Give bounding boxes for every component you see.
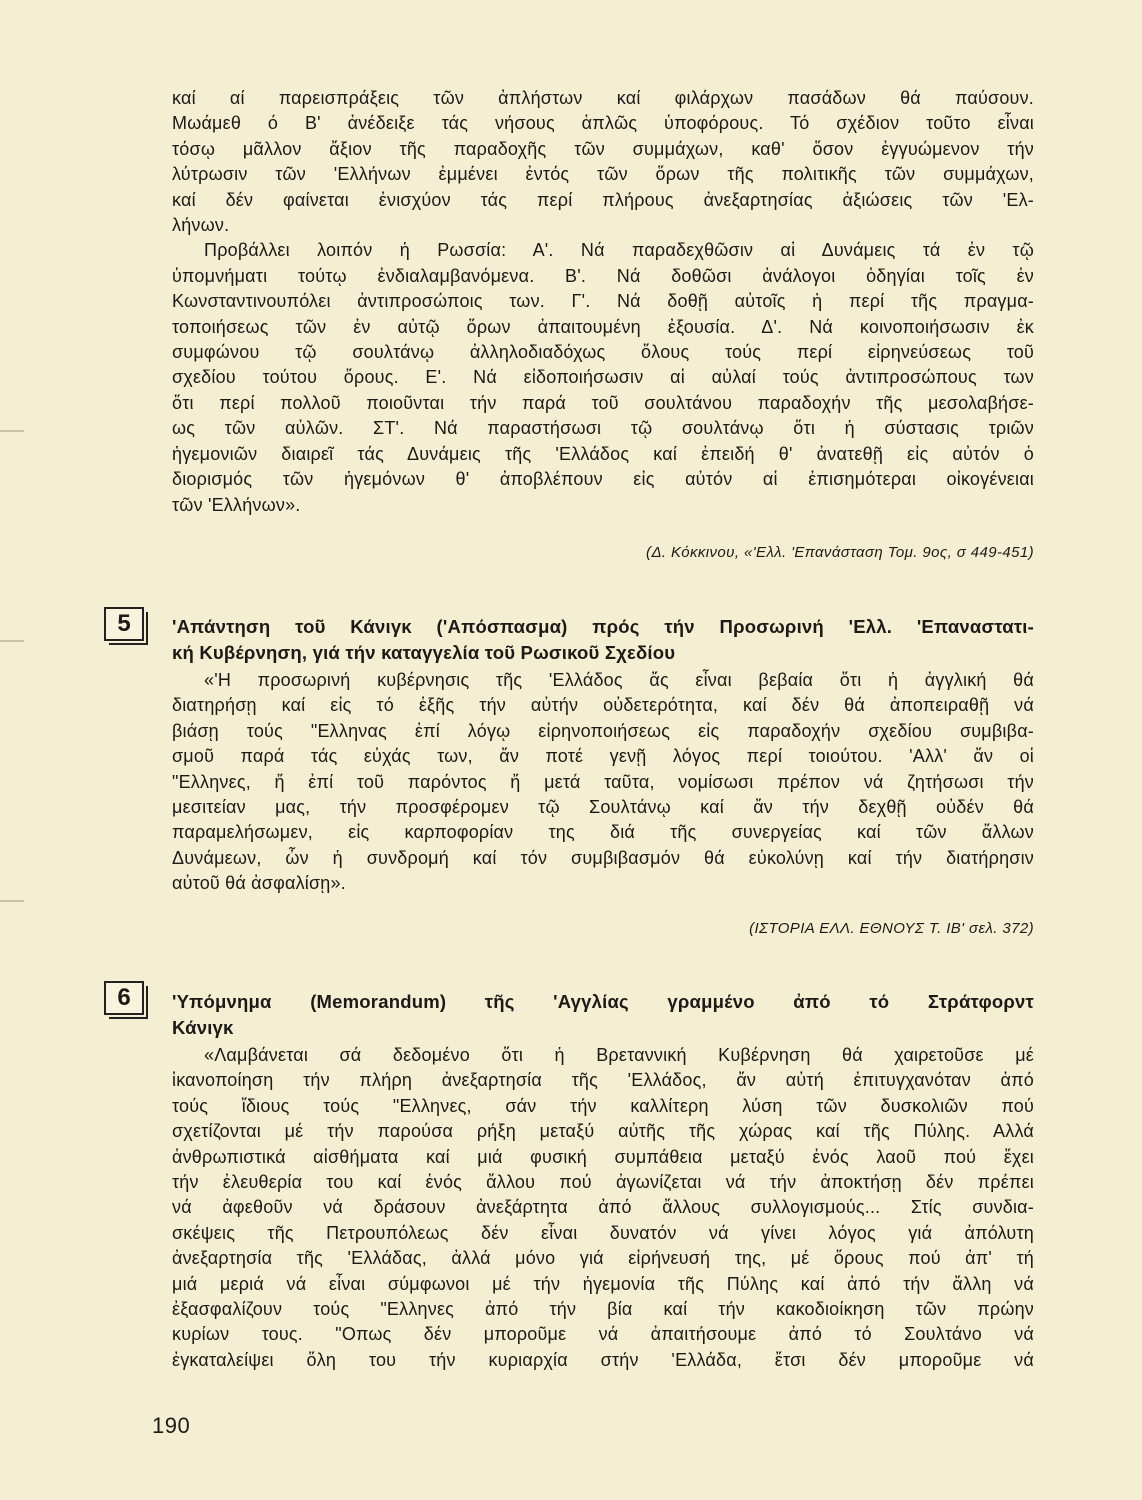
text-line: διατηρήσῃ καί εἰς τό ἑξῆς τήν αὐτήν οὐδετερότητα, καί δέν θά ἀποπειραθῇ νά	[172, 695, 1034, 716]
text-line: ἀνθρωπιστικά αἰσθήματα καί μιά φυσική συμπάθεια μεταξύ ἑνός λαοῦ πού ἔχει	[172, 1146, 1034, 1167]
text-line: τῶν 'Ελλήνων».	[172, 494, 301, 515]
text-line: σκέψεις τῆς Πετρουπόλεως δέν εἶναι δυνατόν νά γίνει λόγος γιά ἀπόλυτη	[172, 1222, 1034, 1243]
passage-1	[172, 86, 1034, 518]
text-line: σχετίζονται μέ τήν παρούσα ρήξη μεταξύ αὐτῆς τῆς χώρας καί τῆς Πύλης. Αλλά	[172, 1121, 1034, 1142]
text-line: συμφώνου τῷ σουλτάνῳ ἀλληλοδιαδόχως ὅλους τούς περί εἰρηνεύσεως τοῦ	[172, 342, 1034, 363]
text-line: ἀνεξαρτησία τῆς 'Ελλάδας, ἀλλά μόνο γιά εἰρήνευσή της, μέ ὅρους πού ἀπ' τή	[172, 1248, 1034, 1269]
page-number: 190	[152, 1413, 191, 1438]
text-line: λήνων.	[172, 215, 230, 236]
text-line: βιάσῃ τούς "Ελληνας ἐπί λόγῳ εἰρηνοποιήσεως εἰς παραδοχήν σχεδίου συμβιβα-	[172, 720, 1034, 741]
text-line: "Ελληνες, ἤ ἐπί τοῦ παρόντος ἤ μετά ταῦτα, νομίσωσι πρέπον νά ζητήσωσι τήν	[172, 771, 1034, 792]
section-title: 'Υπόμνημα (Memorandum) τῆς 'Αγγλίας γραμμένο ἀπό τό Στράτφορντ	[172, 991, 1034, 1012]
text-line: αὐτοῦ θά ἀσφαλίσῃ».	[172, 873, 346, 894]
text-line: παραμελήσωμεν, εἰς καρποφορίαν της διά τῆς συνεργείας καί τῶν ἄλλων	[172, 822, 1034, 843]
text-line: Δυνάμεων, ὧν ἡ συνδρομή καί τόν συμβιβασμόν θά εὐκολύνῃ καί τήν διατήρησιν	[172, 847, 1034, 868]
text-line: καί αί παρεισπράξεις τῶν ἀπλήστων καί φιλάρχων πασάδων θά παύσουν.	[172, 88, 1034, 108]
text-line: διορισμός τῶν ἡγεμόνων θ' ἀποβλέπουν εἰς αὐτόν αἱ ἐπισημότεραι οἰκογένειαι	[172, 469, 1034, 490]
text-line: ἐγκαταλείψει ὅλη του τήν κυριαρχία στήν 'Ελλάδα, ἔτσι δέν μποροῦμε νά	[172, 1349, 1034, 1370]
text-line: Προβάλλει λοιπόν ἡ Ρωσσία: Α'. Νά παραδεχθῶσιν αἱ Δυνάμεις τά ἐν τῷ	[204, 240, 1034, 261]
section-number-box: 5	[104, 607, 144, 641]
text-line: τούς ἴδιους τούς "Ελληνες, σάν τήν καλλίτερη λύση τῶν δυσκολιῶν πού	[172, 1095, 1034, 1116]
text-line: ὑπομνήματι τούτῳ ἐνδιαλαμβανόμενα. Β'. Νά δοθῶσι ἀνάλογοι ὁδηγίαι τοῖς ἐν	[172, 265, 1034, 286]
scan-edge-mark	[0, 430, 24, 432]
text-line: «Λαμβάνεται σά δεδομένο ὅτι ἡ Βρεταννική Κυβέρνηση θά χαιρετοῦσε μέ	[204, 1045, 1034, 1065]
text-line: ως τῶν αὐλῶν. ΣΤ'. Νά παραστήσωσι τῷ σουλτάνῳ ὅτι ἡ σύστασις τριῶν	[172, 418, 1034, 439]
text-line: νά ἀφεθοῦν νά δράσουν ἀνεξάρτητα ἀπό ἄλλους συλλογισμούς... Στίς συνδια-	[172, 1197, 1034, 1218]
text-line: Μωάμεθ ό Β' ἀνέδειξε τάς νήσους ἁπλῶς ὑποφόρους. Τό σχέδιον τοῦτο εἶναι	[172, 113, 1034, 134]
section-title: κή Κυβέρνηση, γιά τήν καταγγελία τοῦ Ρωσικοῦ Σχεδίου	[172, 642, 676, 663]
text-line: σχεδίου τούτου ὅρους. Ε'. Νά εἰδοποιήσωσιν αἱ αὐλαί τούς ἀντιπροσώπους των	[172, 367, 1034, 388]
text-line: «'Η προσωρινή κυβέρνησις τῆς 'Ελλάδος ἄς εἶναι βεβαία ὅτι ἡ ἀγγλική θά	[204, 670, 1034, 690]
section-title: 'Απάντηση τοῦ Κάνιγκ ('Απόσπασμα) πρός τήν Προσωρινή 'Ελλ. 'Επαναστατι-	[172, 616, 1034, 637]
text-line: τήν ἐλευθερία του καί ἑνός ἄλλου πού ἀγωνίζεται νά τήν ἀποκτήσῃ δέν πρέπει	[172, 1172, 1034, 1193]
text-line: ἡγεμονιῶν διαιρεῖ τάς Δυνάμεις τῆς 'Ελλάδος καί ἐπειδή θ' ἀνατεθῇ εἰς αὐτόν ὁ	[172, 443, 1034, 464]
section-number-box: 6	[104, 981, 144, 1015]
text-line: ἱκανοποίηση τήν πλήρη ἀνεξαρτησία τῆς 'Ελλάδος, ἄν αὐτή ἐπιτυγχανόταν ἀπό	[172, 1070, 1034, 1091]
text-line: μεσιτείαν μας, τήν προσφέρομεν τῷ Σουλτάνῳ καί ἄν τήν δεχθῇ οὐδέν θά	[172, 797, 1034, 818]
section-5	[172, 614, 1034, 897]
text-line: τοποιήσεως τῶν ἐν αὐτῷ ὅρων ἀπαιτουμένη ἐξουσία. Δ'. Νά κοινοποιήσωσιν ἐκ	[172, 316, 1034, 337]
text-line: λύτρωσιν τῶν 'Ελλήνων ἐμμένει ἐντός τῶν ὅρων τῆς πολιτικῆς τῶν συμμάχων,	[172, 164, 1034, 185]
text-line: ἐξασφαλίζουν τούς "Ελληνες ἀπό τήν βία καί τήν κακοδιοίκηση τῶν πρώην	[172, 1299, 1034, 1320]
citation: (ΙΣΤΟΡΙΑ ΕΛΛ. ΕΘΝΟΥΣ Τ. ΙΒ' σελ. 372)	[749, 920, 1034, 937]
text-line: Κωνσταντινουπόλει ἀντιπροσώποις των. Γ'. Νά δοθῇ αὐτοῖς ἡ περί τῆς πραγμα-	[172, 291, 1034, 312]
scan-edge-mark	[0, 640, 24, 642]
text-line: κυρίων τους. "Οπως δέν μποροῦμε νά ἀπαιτήσουμε ἀπό τό Σουλτάνο νά	[172, 1324, 1034, 1345]
text-line: καί δέν φαίνεται ἐνισχύον τάς περί πλήρους ἀνεξαρτησίας ἀξιώσεις τῶν 'Ελ-	[172, 189, 1034, 210]
section-6	[172, 989, 1034, 1373]
citation: (Δ. Κόκκινου, «'Ελλ. 'Επανάσταση Τομ. 9ος, σ 449-451)	[646, 544, 1034, 561]
scan-edge-mark	[0, 900, 24, 902]
text-line: ὅτι περί πολλοῦ ποιοῦνται τήν παρά τοῦ σουλτάνου παραδοχήν τῆς μεσολαβήσε-	[172, 392, 1034, 413]
text-line: μιά μεριά νά εἶναι σύμφωνοι μέ τήν ἡγεμονία τῆς Πύλης καί ἀπό τήν ἄλλη νά	[172, 1273, 1034, 1294]
text-line: τόσῳ μᾶλλον ἄξιον τῆς παραδοχῆς τῶν συμμάχων, καθ' ὅσον ἐγγυώμενον τήν	[172, 138, 1034, 159]
section-title: Κάνιγκ	[172, 1017, 234, 1038]
text-line: σμοῦ παρά τάς εὐχάς των, ἄν ποτέ γενῇ λόγος περί τοιούτου. 'Αλλ' ἄν οἱ	[172, 746, 1034, 767]
